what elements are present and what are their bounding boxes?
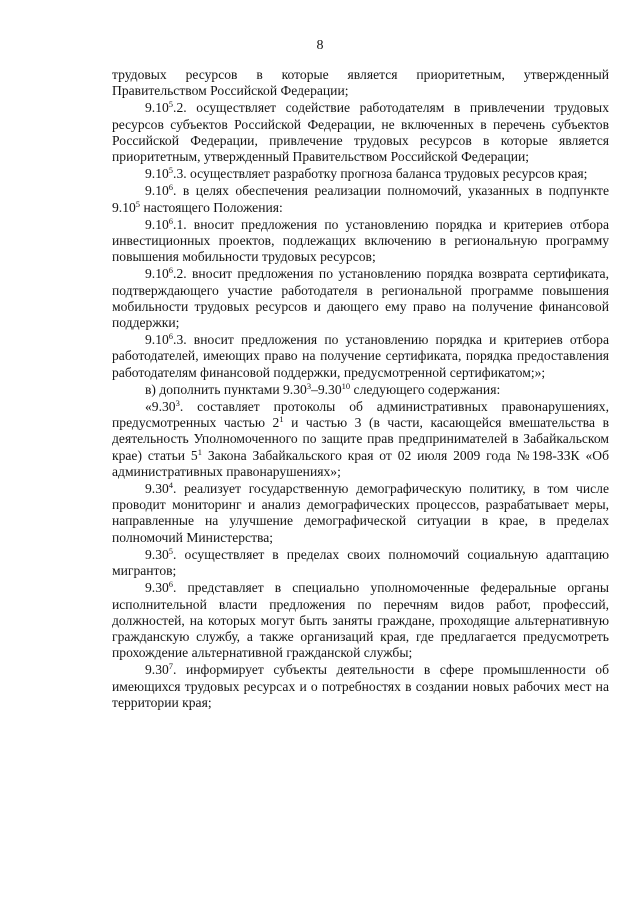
superscript: 6 xyxy=(168,579,174,590)
superscript: 6 xyxy=(168,215,174,226)
paragraph xyxy=(112,183,609,215)
text-run: 9.30 xyxy=(145,481,169,497)
text-run: 9.10 xyxy=(145,183,169,199)
paragraph xyxy=(112,217,609,266)
text-run: Закона Забайкальского края от 02 июля 2009 года №198-ЗЗК «Об административных правонарушениях»; xyxy=(112,447,609,479)
text-run: 9.30 xyxy=(145,546,169,562)
text-run: .3. вносит предложения по установлению порядка и критериев отбора работодателей, имеющих право на получение сертификата, порядка предоставления работодателям финансовой поддержки, предусмотренной сертификатом;»; xyxy=(112,332,609,380)
superscript: 10 xyxy=(341,380,351,391)
text-run: «9.30 xyxy=(145,399,176,415)
paragraph xyxy=(112,100,609,165)
superscript: 5 xyxy=(168,165,174,176)
paragraph xyxy=(112,166,609,182)
text-run: 9.10 xyxy=(145,266,169,282)
text-run: в) дополнить пунктами 9.30 xyxy=(145,381,307,397)
text-run: –9.30 xyxy=(311,381,342,397)
text-run: . в целях обеспечения реализации полномочий, указанных в подпункте 9.10 xyxy=(112,183,609,215)
text-run: .1. вносит предложения по установлению порядка и критериев отбора инвестиционных проектов, подлежащих включению в региональную программу повышения мобильности трудовых ресурсов; xyxy=(112,216,609,265)
page-number: 8 xyxy=(316,38,324,53)
text-run: и частью 3 (в части, касающейся вмешательства в деятельность Уполномоченного по защите прав предпринимателей в Забайкальском крае) статьи 5 xyxy=(112,415,609,463)
text-run: . осуществляет в пределах своих полномочий социальную адаптацию мигрантов; xyxy=(112,546,609,579)
superscript: 3 xyxy=(306,380,312,391)
superscript: 4 xyxy=(168,480,174,491)
text-run: .3. осуществляет разработку прогноза баланса трудовых ресурсов края; xyxy=(173,166,588,182)
text-run: . реализует государственную демографическую политику, в том числе проводит мониторинг и анализ демографических процессов, разрабатывает меры, направленные на улучшение демографической ситуации в крае, в пределах полномочий Министерства; xyxy=(112,481,609,545)
paragraph xyxy=(112,399,609,480)
superscript: 1 xyxy=(197,446,202,457)
text-run: 9.10 xyxy=(145,100,169,116)
document-body xyxy=(112,67,609,712)
paragraph xyxy=(112,382,609,398)
text-run: .2. вносит предложения по установлению порядка возврата сертификата, подтверждающего участие работодателя в региональной программе повышения мобильности трудовых ресурсов и дающего ему право на получение финансовой поддержки; xyxy=(112,266,609,331)
text-run: . представляет в специально уполномоченные федеральные органы исполнительной власти предложения по перечням видов работ, профессий, должностей, на которых могут быть заняты граждане, проходящие альтернативную гражданскую службу, а также организаций края, где предлагается предусмотреть прохождение альтернативной гражданской службы; xyxy=(112,580,609,661)
text-run: . информирует субъекты деятельности в сфере промышленности об имеющихся трудовых ресурсах и о потребностях в создании новых рабочих мест на территории края; xyxy=(112,662,609,710)
superscript: 5 xyxy=(168,99,174,110)
paragraph xyxy=(112,332,609,381)
text-run: следующего содержания: xyxy=(350,381,501,397)
superscript: 6 xyxy=(168,331,174,342)
text-run: 9.10 xyxy=(145,216,169,232)
superscript: 1 xyxy=(279,414,284,425)
text-run: 9.30 xyxy=(145,580,169,596)
superscript: 6 xyxy=(168,265,174,276)
text-run: 9.10 xyxy=(145,166,169,182)
text-run: .2. осуществляет содействие работодателям в привлечении трудовых ресурсов субъектов Российской Федерации, не включенных в перечень субъектов Российской Федерации, привлечение трудовых ресурсов в которые является приоритетным, утвержденный Правительством Российской Федерации; xyxy=(112,100,609,165)
paragraph xyxy=(112,481,609,546)
text-run: трудовых ресурсов в которые является приоритетным, утвержденный Правительством Российской Федерации; xyxy=(112,67,609,99)
paragraph xyxy=(112,580,609,661)
paragraph xyxy=(112,266,609,331)
superscript: 5 xyxy=(168,545,174,556)
paragraph xyxy=(112,662,609,711)
text-run: 9.30 xyxy=(145,662,169,678)
superscript: 3 xyxy=(175,398,180,409)
text-run: настоящего Положения: xyxy=(140,199,283,215)
text-run: 9.10 xyxy=(145,332,169,348)
text-run: . составляет протоколы об административных правонарушениях, предусмотренных частью 2 xyxy=(112,399,609,431)
superscript: 5 xyxy=(135,198,141,209)
superscript: 7 xyxy=(168,661,174,672)
superscript: 6 xyxy=(168,182,174,193)
paragraph xyxy=(112,547,609,579)
paragraph xyxy=(112,67,609,99)
